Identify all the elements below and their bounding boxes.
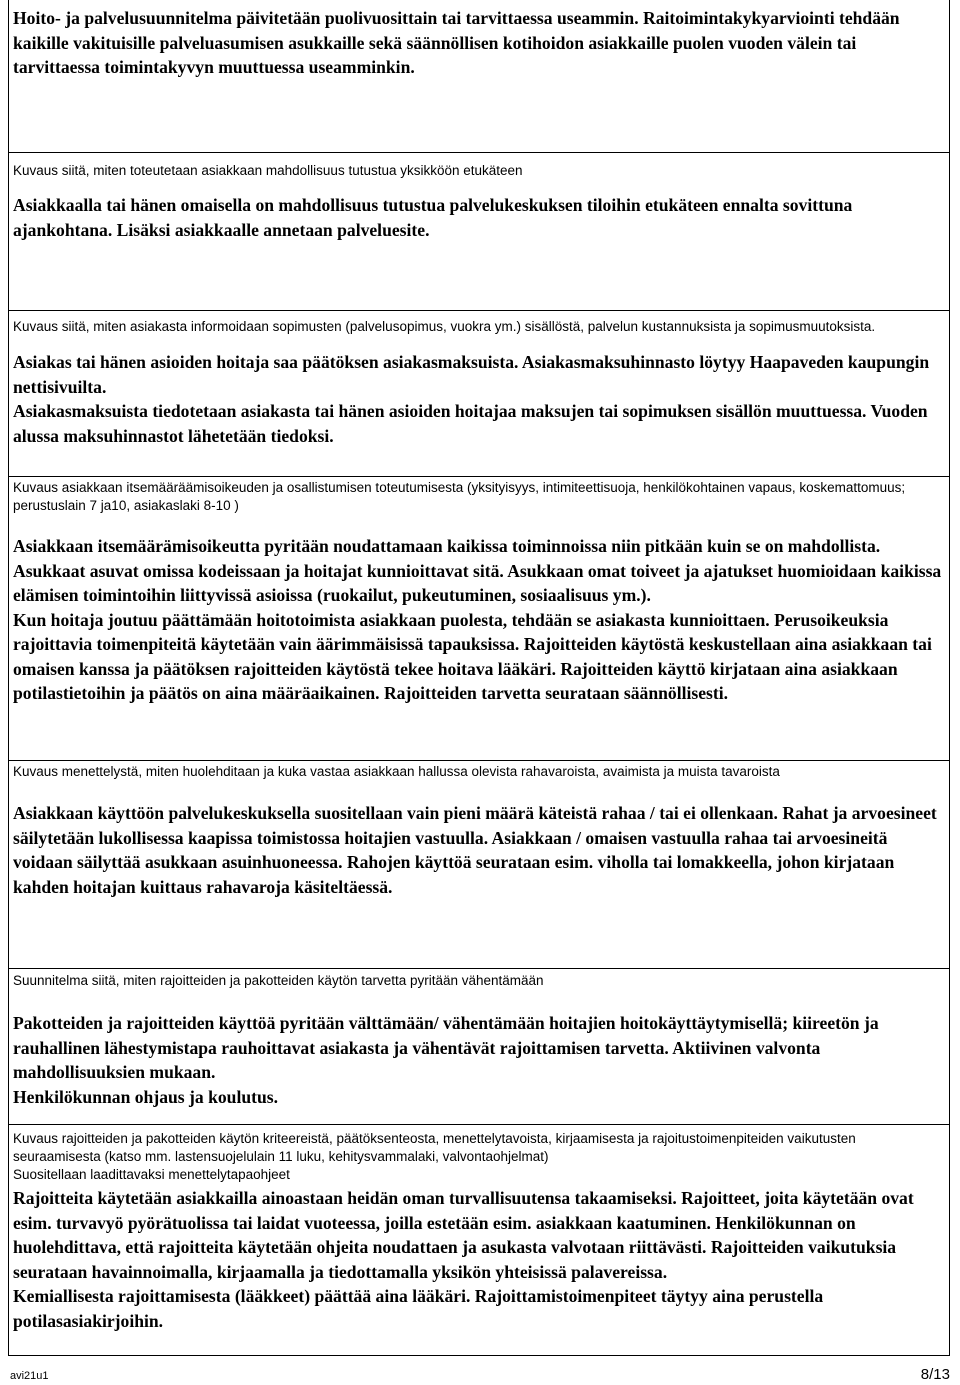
- section-money-and-valuables: [8, 760, 950, 899]
- section-body: [13, 6, 945, 80]
- body-paragraph: Rajoitteita käytetään asiakkailla ainoastaan heidän oman turvallisuutensa takaamiseksi. Rajoitteet, joita käytetään ovat esim. turvavyö pyörätuolissa tai laidat vuoteessa, joilla estetään esim. asiakkaan kaatuminen. Henkilökunnan on huolehdittava, että rajoitteita käytetään ohjeita noudattaen ja asukasta valvotaan riittävästi. Rajoitteiden vaikutuksia seurataan havainnoimalla, kirjaamalla ja tiedottamalla yksikön yhteisissä palavereissa.: [13, 1188, 914, 1282]
- section-body: [13, 350, 945, 448]
- section-contract-information: [8, 310, 950, 448]
- body-paragraph: Henkilökunnan ohjaus ja koulutus.: [13, 1086, 279, 1107]
- section-body: [13, 1186, 945, 1333]
- section-sublabel: Suositellaan laadittavaksi menettelytapaohjeet: [13, 1167, 290, 1182]
- body-paragraph: Asiakkaalla tai hänen omaisella on mahdollisuus tutustua palvelukeskuksen tiloihin etukäteen ennalta sovittuna ajankohtana. Lisäksi asiakkaalle annetaan palveluesite.: [13, 195, 853, 240]
- section-body: [13, 1011, 945, 1109]
- body-paragraph: Kun hoitaja joutuu päättämään hoitotoimista asiakkaan puolesta, tehdään se asiakasta kunnioittaen. Perusoikeuksia rajoittavia toimenpiteitä käytetään vain äärimmäisissä tapauksissa. Rajoitteiden käytöstä keskustellaan aina asiakkaan tai omaisen kanssa ja päätöksen rajoitteiden käytöstä tekee hoitava lääkäri. Rajoitteiden käyttö kirjataan aina asiakkaan potilastietoihin ja päätös on aina määräaikainen. Rajoitteiden tarvetta seurataan säännöllisesti.: [13, 609, 932, 703]
- document-code: avi21u1: [10, 1370, 49, 1382]
- page-number: 8/13: [920, 1366, 950, 1383]
- body-paragraph: Asiakasmaksuista tiedotetaan asiakasta tai hänen asioiden hoitajaa maksujen tai sopimuksen sisällön muuttuessa. Vuoden alussa maksuhinnastot lähetetään tiedoksi.: [13, 401, 928, 446]
- body-paragraph: Hoito- ja palvelusuunnitelma päivitetään puolivuosittain tai tarvittaessa useammin. Raitoimintakykyarviointi tehdään kaikille vakituisille palveluasumisen asukkaille sekä säännöllisen kotihoidon asiakkaille puolen vuoden välein tai tarvittaessa toimintakyvyn muuttuessa useamminkin.: [13, 8, 900, 77]
- section-visit-in-advance: [8, 152, 950, 242]
- section-label: Kuvaus rajoitteiden ja pakotteiden käytön kriteereistä, päätöksenteosta, menettelytavoista, kirjaamisesta ja rajoitustoimenpiteiden vaikutusten seuraamisesta (katso mm. lastensuojelulain 11 luku, kehitysvammalaki, valvontaohjelmat): [13, 1131, 856, 1164]
- section-label: Kuvaus asiakkaan itsemääräämisoikeuden ja osallistumisen toteutumisesta (yksityisyys, intimiteettisuoja, henkilökohtainen vapaus, koskemattomuus; perustuslain 7 ja10, asiakaslaki 8-10 ): [13, 480, 906, 513]
- section-reduce-restrictions: [8, 968, 950, 1109]
- section-body: [13, 534, 945, 706]
- section-plan-update: [8, 6, 950, 80]
- section-restriction-criteria: [8, 1124, 950, 1333]
- section-body: [13, 193, 945, 242]
- body-paragraph: Asiakkaan itsemäärämisoikeutta pyritään noudattamaan kaikissa toiminnoissa niin pitkään kuin se on mahdollista. Asukkaat asuvat omissa kodeissaan ja hoitajat kunnioittavat sitä. Asukkaan omat toiveet ja ajatukset huomioidaan kaikissa elämisen toimintoihin liittyvissä asioissa (ruokailut, pukeutuminen, sosiaalisuus ym.).: [13, 536, 942, 605]
- section-label: Kuvaus siitä, miten toteutetaan asiakkaan mahdollisuus tutustua yksikköön etukäteen: [13, 163, 523, 178]
- section-label: Kuvaus menettelystä, miten huolehditaan ja kuka vastaa asiakkaan hallussa olevista rahavaroista, avaimista ja muista tavaroista: [13, 764, 780, 779]
- body-paragraph: Asiakkaan käyttöön palvelukeskuksella suositellaan vain pieni määrä käteistä rahaa / tai ei ollenkaan. Rahat ja arvoesineet säilytetään lukollisessa kaapissa toimistossa hoitajien vastuulla. Asiakkaan / omaisen vastuulla rahaa tai arvoesineitä voidaan säilyttää asukkaan asuinhuoneessa. Rahojen käyttöä seurataan esim. viholla tai lomakkeella, johon kirjataan kahden hoitajan kuittaus rahavaroja käsiteltäessä.: [13, 803, 937, 897]
- section-label: Kuvaus siitä, miten asiakasta informoidaan sopimusten (palvelusopimus, vuokra ym.) sisällöstä, palvelun kustannuksista ja sopimusmuutoksista.: [13, 319, 876, 334]
- body-paragraph: Kemiallisesta rajoittamisesta (lääkkeet) päättää aina lääkäri. Rajoittamistoimenpiteet täytyy aina perustella potilasasiakirjoihin.: [13, 1286, 824, 1331]
- section-self-determination: [8, 476, 950, 706]
- section-body: [13, 801, 945, 899]
- section-label: Suunnitelma siitä, miten rajoitteiden ja pakotteiden käytön tarvetta pyritään vähentämään: [13, 973, 544, 988]
- body-paragraph: Pakotteiden ja rajoitteiden käyttöä pyritään välttämään/ vähentämään hoitajien hoitokäyttäytymisellä; kiireetön ja rauhallinen lähestymistapa rauhoittavat asiakasta ja vähentävät rajoittamisen tarvetta. Aktiivinen valvonta mahdollisuuksien mukaan.: [13, 1013, 879, 1082]
- body-paragraph: Asiakas tai hänen asioiden hoitaja saa päätöksen asiakasmaksuista. Asiakasmaksuhinnasto löytyy Haapaveden kaupungin nettisivuilta.: [13, 352, 930, 397]
